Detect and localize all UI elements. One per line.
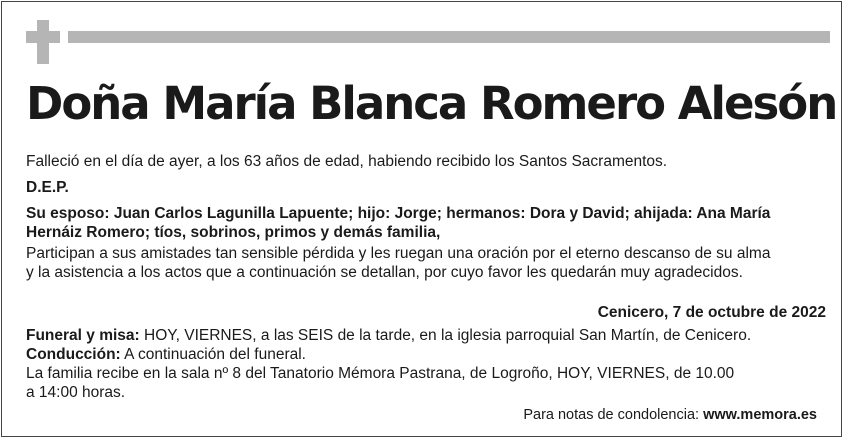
conduction-text: A continuación del funeral. xyxy=(120,346,306,363)
deceased-name: Doña María Blanca Romero Alesón xyxy=(26,77,837,130)
conduction-line xyxy=(26,345,826,364)
invitation-line-2: y la asistencia a los actos que a continuación se detallan, por cuyo favor les quedarán muy agradecidos. xyxy=(26,264,743,281)
header-rule xyxy=(68,31,830,43)
funeral-text: HOY, VIERNES, a las SEIS de la tarde, en la iglesia parroquial San Martín, de Cenicero. xyxy=(139,327,752,344)
wake-line-1: La familia recibe en la sala nº 8 del Tanatorio Mémora Pastrana, de Logroño, HOY, VIERNES, de 10.00 xyxy=(26,365,735,382)
website-link[interactable]: www.memora.es xyxy=(703,407,817,423)
obituary-body xyxy=(26,152,826,402)
family-line-2: Hernáiz Romero; tíos, sobrinos, primos y demás familia, xyxy=(26,224,441,241)
cross-icon xyxy=(26,20,60,64)
condolence-label: Para notas de condolencia: xyxy=(523,407,704,423)
condolence-footer xyxy=(523,406,817,424)
conduction-label: Conducción: xyxy=(26,346,121,363)
funeral-label: Funeral y misa: xyxy=(26,327,140,344)
wake-line-2: a 14:00 horas. xyxy=(26,384,126,401)
obituary-card xyxy=(1,1,842,437)
death-line: Falleció en el día de ayer, a los 63 años de edad, habiendo recibido los Santos Sacramentos. xyxy=(26,153,668,170)
funeral-line xyxy=(26,326,826,345)
invitation-line-1: Participan a sus amistades tan sensible pérdida y les ruegan una oración por el eterno descanso de su alma xyxy=(26,245,771,262)
family-line-1: Su esposo: Juan Carlos Lagunilla Lapuente; hijo: Jorge; hermanos: Dora y David; ahijada: Ana María xyxy=(26,205,771,222)
place-date: Cenicero, 7 de octubre de 2022 xyxy=(597,304,826,321)
rip-line: D.E.P. xyxy=(26,179,69,196)
